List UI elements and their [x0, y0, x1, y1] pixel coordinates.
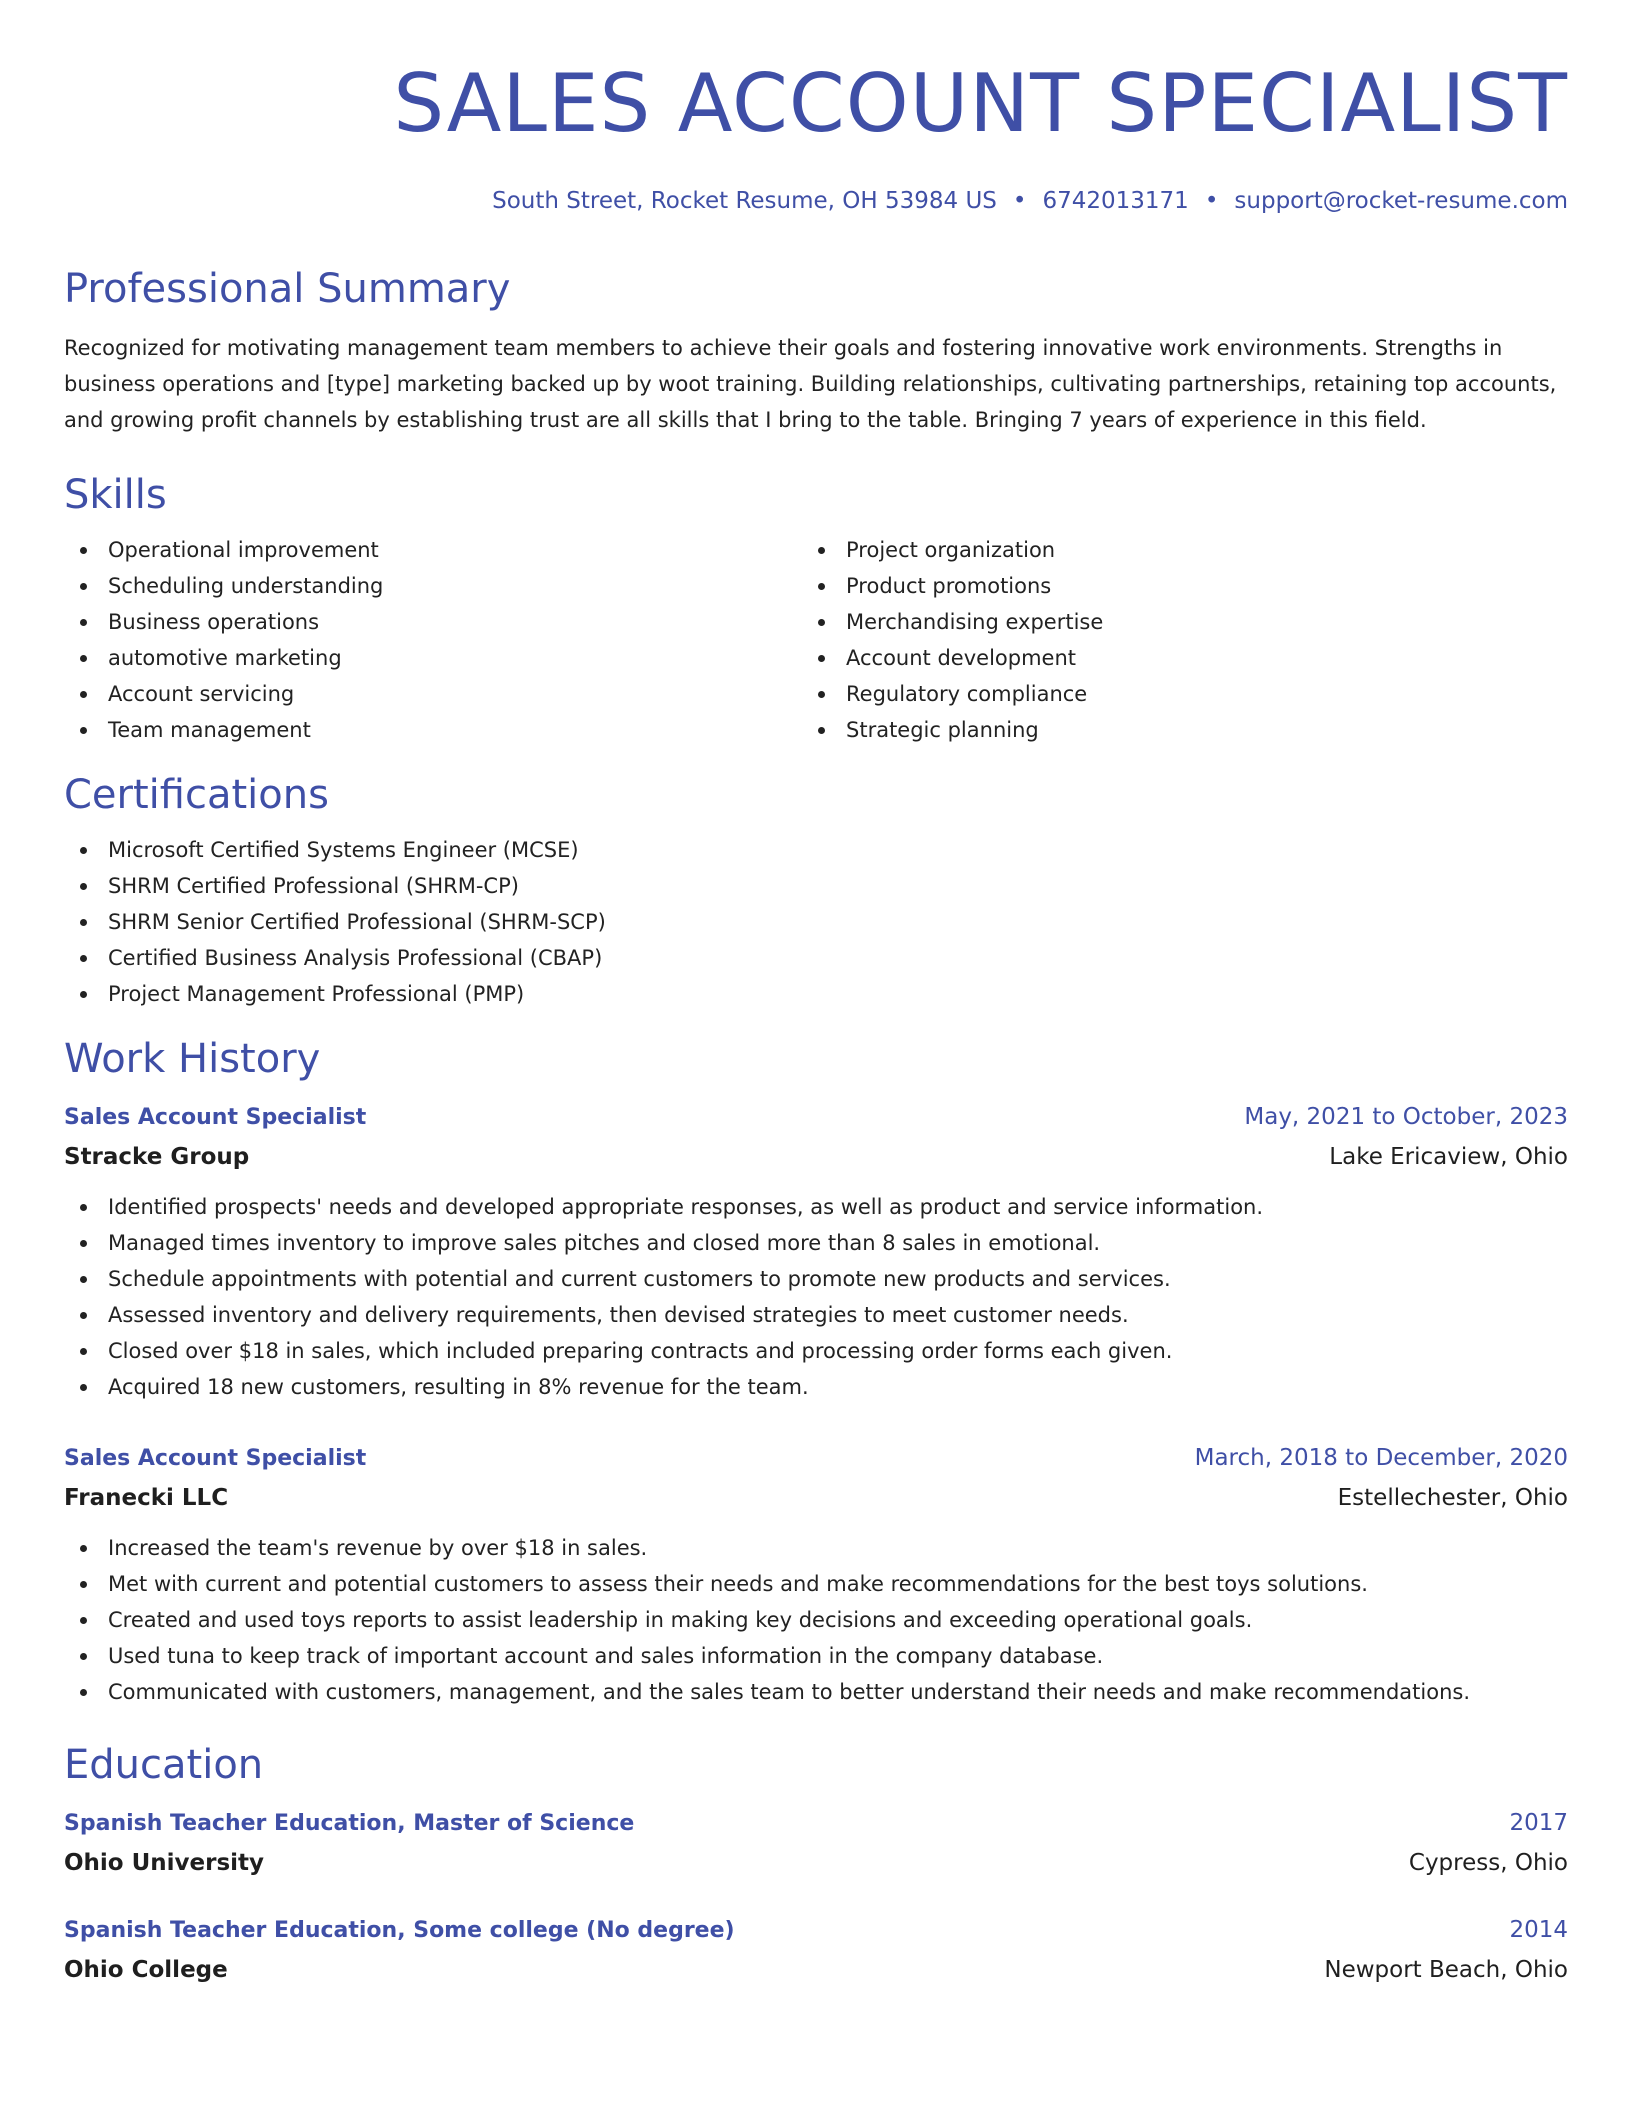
job-bullet: Schedule appointments with potential and current customers to promote new products and services.: [64, 1261, 1568, 1297]
job-bullet: Increased the team's revenue by over $18 in sales.: [64, 1530, 1568, 1566]
job-bullets: [64, 1189, 1568, 1405]
job-entry: [64, 1439, 1568, 1710]
education-year: 2017: [1509, 1810, 1568, 1836]
certifications-list: [64, 832, 1568, 1012]
contact-separator: •: [1012, 188, 1027, 214]
education-header-row: [64, 1911, 1568, 1950]
contact-line: [64, 186, 1568, 216]
job-bullet: Identified prospects' needs and developed appropriate responses, as well as product and service information.: [64, 1189, 1568, 1225]
job-header-row: [64, 1098, 1568, 1137]
job-bullet: Created and used toys reports to assist leadership in making key decisions and exceeding operational goals.: [64, 1602, 1568, 1638]
skill-item: Account servicing: [64, 676, 802, 712]
summary-text: Recognized for motivating management team members to achieve their goals and fostering innovative work environments. Strengths in business operations and [type] marketing backed up by woot training. Building relationships, cultivating partnerships, retaining top accounts, and growing profit channels by establishing trust are all skills that I bring to the table. Bringing 7 years of experience in this field.: [64, 336, 1557, 432]
job-bullet: Assessed inventory and delivery requirements, then devised strategies to meet customer needs.: [64, 1297, 1568, 1333]
job-bullet: Managed times inventory to improve sales pitches and closed more than 8 sales in emotional.: [64, 1225, 1568, 1261]
work-history-heading: Work History: [64, 1036, 321, 1082]
certification-item: Microsoft Certified Systems Engineer (MCSE): [64, 832, 1568, 868]
skill-item: automotive marketing: [64, 640, 802, 676]
certification-item: Project Management Professional (PMP): [64, 976, 1568, 1012]
skill-item: Account development: [802, 640, 1540, 676]
skill-item: Scheduling understanding: [64, 568, 802, 604]
education-entry: [64, 1804, 1568, 1883]
skill-item: Team management: [64, 712, 802, 748]
skills-list-right: [802, 532, 1540, 748]
contact-separator: •: [1204, 188, 1219, 214]
job-company-row: [64, 1478, 1568, 1518]
job-company-row: [64, 1137, 1568, 1177]
education-header-row: [64, 1804, 1568, 1843]
job-header-row: [64, 1439, 1568, 1478]
certifications-heading: Certifications: [64, 772, 329, 818]
education-degree: Spanish Teacher Education, Some college (No degree): [64, 1918, 735, 1943]
job-bullet: Acquired 18 new customers, resulting in 8% revenue for the team.: [64, 1369, 1568, 1405]
resume-name: SALES ACCOUNT SPECIALIST: [393, 57, 1568, 150]
skill-item: Product promotions: [802, 568, 1540, 604]
education-year: 2014: [1509, 1917, 1568, 1943]
skill-item: Regulatory compliance: [802, 676, 1540, 712]
job-bullet: Closed over $18 in sales, which included preparing contracts and processing order forms each given.: [64, 1333, 1568, 1369]
job-bullet: Met with current and potential customers to assess their needs and make recommendations for the best toys solutions.: [64, 1566, 1568, 1602]
job-dates: May, 2021 to October, 2023: [1244, 1104, 1568, 1130]
contact-email: support@rocket-resume.com: [1234, 188, 1568, 214]
education-entry: [64, 1911, 1568, 1990]
job-company: Franecki LLC: [64, 1485, 229, 1511]
contact-phone: 6742013171: [1042, 188, 1189, 214]
certification-item: Certified Business Analysis Professional (CBAP): [64, 940, 1568, 976]
job-bullet: Communicated with customers, management, and the sales team to better understand their needs and make recommendations.: [64, 1674, 1568, 1710]
job-dates: March, 2018 to December, 2020: [1194, 1445, 1568, 1471]
skills-grid: [64, 532, 1568, 748]
job-bullets: [64, 1530, 1568, 1710]
skill-item: Business operations: [64, 604, 802, 640]
job-location: Lake Ericaview, Ohio: [1329, 1144, 1568, 1170]
job-company: Stracke Group: [64, 1144, 250, 1170]
contact-address: South Street, Rocket Resume, OH 53984 US: [492, 188, 997, 214]
education-school: Ohio College: [64, 1957, 228, 1983]
skill-item: Project organization: [802, 532, 1540, 568]
education-school: Ohio University: [64, 1850, 265, 1876]
education-location: Cypress, Ohio: [1408, 1850, 1568, 1876]
education-school-row: [64, 1950, 1568, 1990]
job-entry: [64, 1098, 1568, 1405]
skill-item: Strategic planning: [802, 712, 1540, 748]
skill-item: Merchandising expertise: [802, 604, 1540, 640]
summary-heading: Professional Summary: [64, 266, 511, 312]
job-title: Sales Account Specialist: [64, 1446, 367, 1471]
job-bullet: Used tuna to keep track of important account and sales information in the company database.: [64, 1638, 1568, 1674]
education-degree: Spanish Teacher Education, Master of Science: [64, 1811, 635, 1836]
job-location: Estellechester, Ohio: [1337, 1485, 1568, 1511]
skill-item: Operational improvement: [64, 532, 802, 568]
certification-item: SHRM Certified Professional (SHRM-CP): [64, 868, 1568, 904]
education-school-row: [64, 1843, 1568, 1883]
education-location: Newport Beach, Ohio: [1324, 1957, 1568, 1983]
job-title: Sales Account Specialist: [64, 1105, 367, 1130]
resume-header: [64, 0, 1568, 216]
skills-heading: Skills: [64, 472, 167, 518]
certification-item: SHRM Senior Certified Professional (SHRM-SCP): [64, 904, 1568, 940]
skills-list-left: [64, 532, 802, 748]
education-heading: Education: [64, 1742, 264, 1788]
